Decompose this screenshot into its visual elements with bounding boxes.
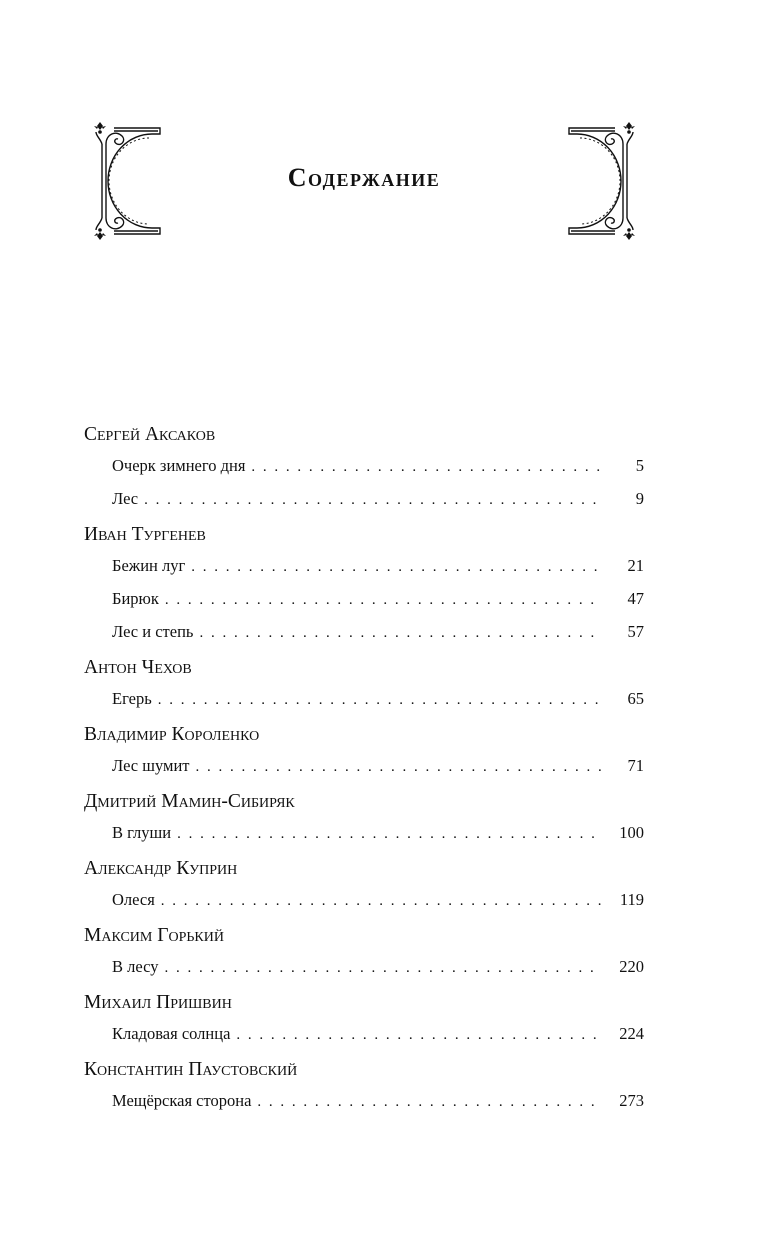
toc-leader-dots [144,485,602,516]
toc-entry[interactable] [84,583,644,616]
toc-leader-dots [165,585,602,616]
toc-entry-title: В лесу [112,957,159,976]
toc-leader-dots [158,685,602,716]
toc-entry[interactable] [84,550,644,583]
table-of-contents [84,420,644,1118]
toc-entry-title: Олеся [112,890,155,909]
toc-entry[interactable] [84,884,644,917]
toc-leader-dots [191,552,602,583]
toc-author: Антон Чехов [84,657,192,678]
toc-entry-title: Лес и степь [112,622,194,641]
toc-entry[interactable] [84,450,644,483]
toc-entry-title: Лес [112,489,139,508]
toc-page-number: 273 [619,1091,644,1110]
toc-entry-title: Бежин луг [112,556,186,575]
toc-entry-title: Мещёрская сторона [112,1091,252,1110]
toc-entry-title: Кладовая солнца [112,1024,231,1043]
toc-author: Александр Куприн [84,858,238,879]
toc-leader-dots [177,819,602,850]
toc-leader-dots [195,752,602,783]
toc-entry[interactable] [84,483,644,516]
toc-entry[interactable] [84,1085,644,1118]
toc-entry[interactable] [84,817,644,850]
toc-leader-dots [161,886,602,917]
toc-author: Сергей Аксаков [84,424,216,445]
toc-leader-dots [164,953,602,984]
toc-author: Иван Тургенев [84,524,206,545]
toc-author: Константин Паустовский [84,1059,298,1080]
toc-page-number: 9 [635,489,644,508]
toc-author: Михаил Пришвин [84,992,232,1013]
toc-entry[interactable] [84,1018,644,1051]
toc-page-number: 220 [619,957,644,976]
toc-author: Владимир Короленко [84,724,260,745]
toc-page-number: 5 [635,456,644,475]
toc-entry[interactable] [84,951,644,984]
toc-page-number: 119 [619,890,644,909]
toc-page-number: 57 [627,622,644,641]
toc-leader-dots [236,1020,602,1051]
toc-entry[interactable] [84,616,644,649]
toc-entry-title: Бирюк [112,589,159,608]
toc-entry-title: Лес шумит [112,756,190,775]
toc-entry-title: Егерь [112,689,152,708]
page-title: Содержание [287,163,441,193]
toc-entry[interactable] [84,750,644,783]
toc-page-number: 71 [627,756,644,775]
toc-page-number: 65 [627,689,644,708]
toc-page-number: 47 [627,589,644,608]
toc-entry-title: В глуши [112,823,172,842]
toc-author: Дмитрий Мамин-Сибиряк [84,791,295,812]
toc-page-number: 100 [619,823,644,842]
toc-leader-dots [257,1087,602,1118]
toc-page-number: 224 [619,1024,644,1043]
toc-entry-title: Очерк зимнего дня [112,456,246,475]
toc-leader-dots [251,452,602,483]
toc-entry[interactable] [84,683,644,716]
toc-leader-dots [199,618,602,649]
toc-author: Максим Горький [84,925,224,946]
toc-page-number: 21 [627,556,644,575]
